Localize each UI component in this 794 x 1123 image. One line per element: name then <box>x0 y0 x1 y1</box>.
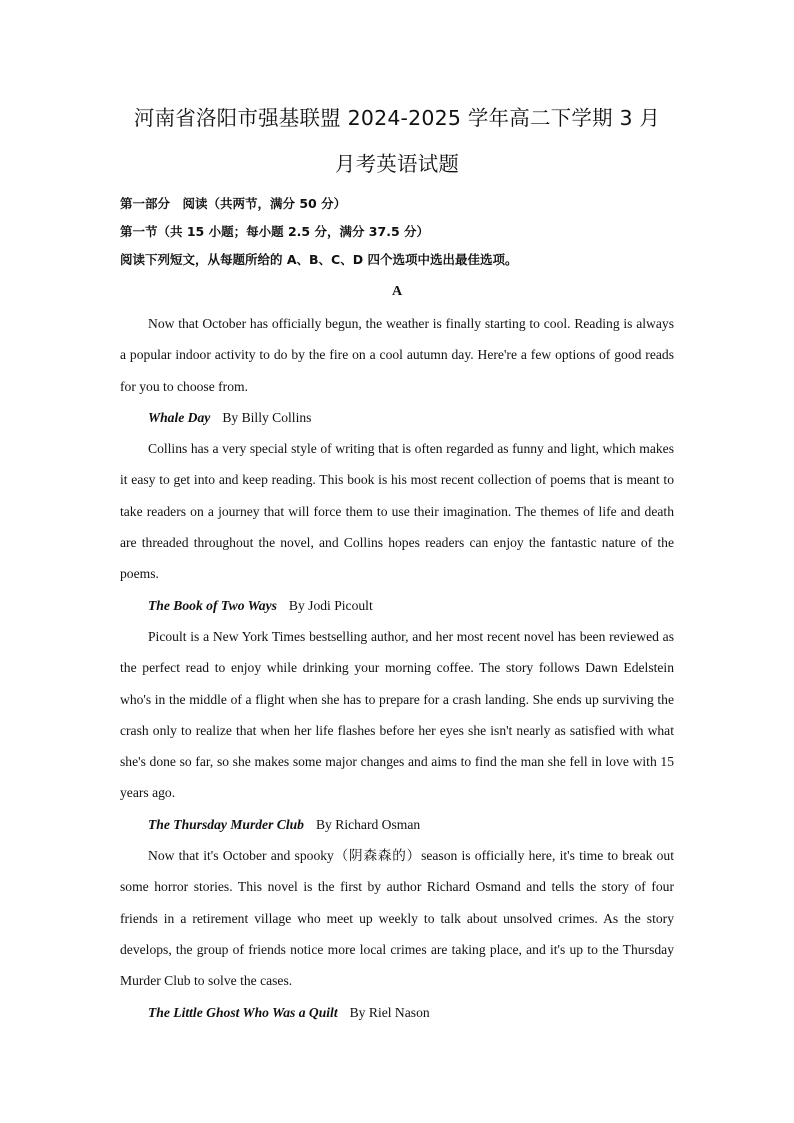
book-author: By Riel Nason <box>349 1004 430 1020</box>
instruction-text: 阅读下列短文，从每题所给的 A、B、C、D 四个选项中选出最佳选项。 <box>120 252 518 267</box>
book-title: The Thursday Murder Club <box>148 816 304 832</box>
exam-title-line1: 河南省洛阳市强基联盟 2024-2025 学年高二下学期 3 月 <box>133 106 661 130</box>
exam-title-line2: 月考英语试题 <box>334 152 460 176</box>
book-title: The Little Ghost Who Was a Quilt <box>148 1004 338 1020</box>
passage-intro: Now that October has officially begun, the weather is finally starting to cool. Reading is always a popular indoor activity to do by the fire on a cool autumn day. Here're a few options of good reads for you to choose from. <box>120 316 674 394</box>
book-author: By Richard Osman <box>315 816 421 832</box>
book-title: Whale Day <box>148 409 211 425</box>
book-title: The Book of Two Ways <box>148 597 277 613</box>
section-heading: 第一节（共 15 小题；每小题 2.5 分，满分 37.5 分） <box>120 224 429 239</box>
part-heading: 第一部分 阅读（共两节，满分 50 分） <box>120 196 347 211</box>
book-author: By Billy Collins <box>222 409 312 425</box>
book-description-whale-day: Collins has a very special style of writing that is often regarded as funny and light, which makes it easy to get into and keep reading. This book is his most recent collection of poems that is meant to take readers on a journey that will force them to use their imagination. The themes of life and death are threaded throughout the novel, and Collins hopes readers can enjoy the fantastic nature of the poems. <box>120 441 674 582</box>
book-author: By Jodi Picoult <box>288 597 373 613</box>
passage-letter: A <box>391 284 403 299</box>
exam-title <box>100 98 694 184</box>
book-heading-little-ghost <box>120 997 674 1028</box>
book-description-two-ways: Picoult is a New York Times bestselling author, and her most recent novel has been reviewed as the perfect read to enjoy while drinking your morning coffee. The story follows Dawn Edelstein who's in the middle of a flight when she has to prepare for a crash landing. She ends up surviving the crash only to realize that when her life flashes before her eyes she isn't nearly as satisfied with what she's done so far, so she makes some major changes and aims to find the man she fell in love with 15 years ago. <box>120 628 674 801</box>
book-heading-thursday-murder-club <box>120 809 674 840</box>
book-description-thursday-murder-club: Now that it's October and spooky（阴森森的）season is officially here, it's time to break out some horror stories. This novel is the first by author Richard Osmand and tells the story of four friends in a retirement village who meet up weekly to talk about unsolved crimes. As the story develops, the group of friends notice more local crimes are taking place, and it's up to the Thursday Murder Club to solve the cases. <box>120 848 674 989</box>
book-heading-whale-day <box>120 402 674 433</box>
book-heading-two-ways <box>120 590 674 621</box>
